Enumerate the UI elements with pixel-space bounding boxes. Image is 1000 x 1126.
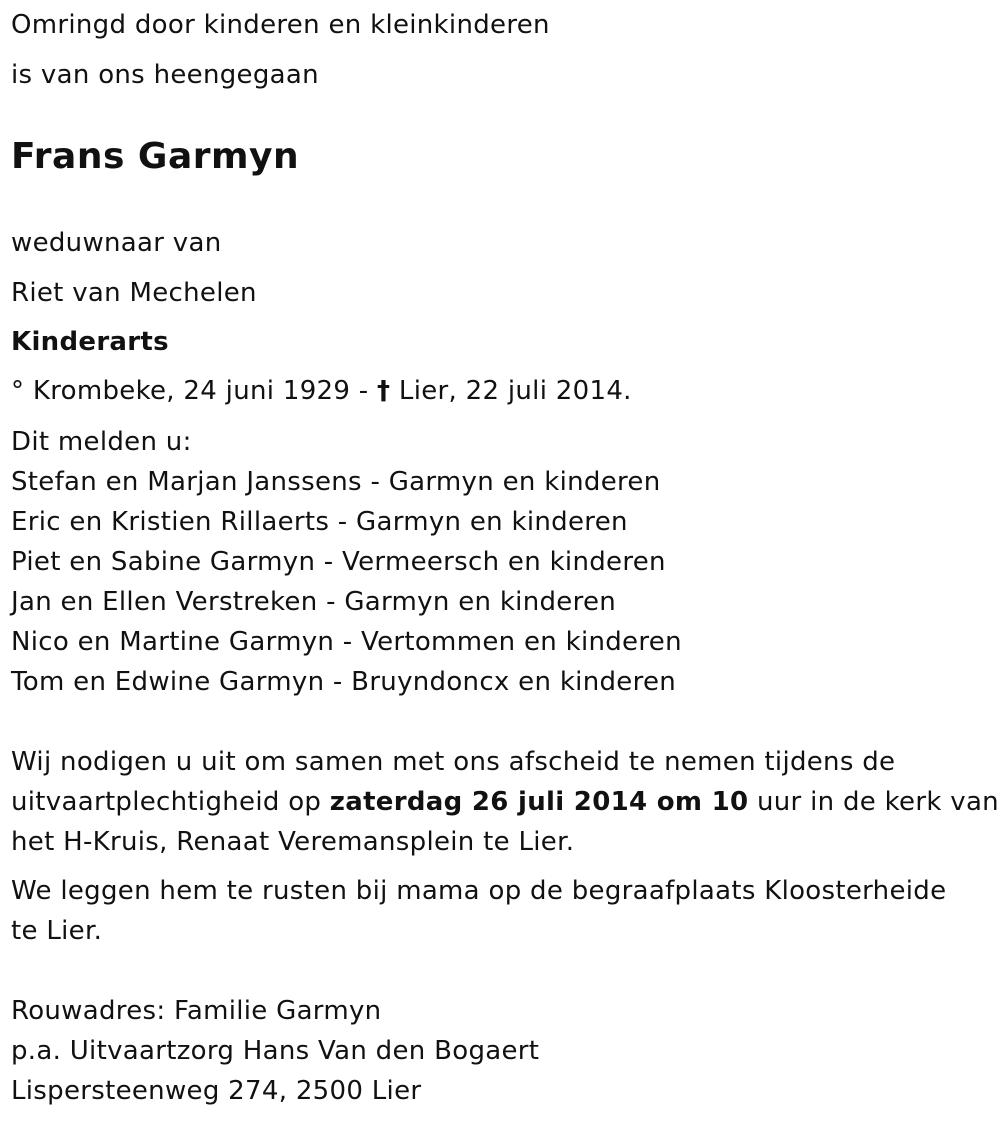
- intro-line-2: is van ons heengegaan: [11, 60, 319, 90]
- intro-line-1: Omringd door kinderen en kleinkinderen: [11, 10, 550, 40]
- cross-icon: †: [377, 376, 391, 406]
- family-line: Eric en Kristien Rillaerts - Garmyn en kinderen: [11, 507, 628, 537]
- address-line-2: p.a. Uitvaartzorg Hans Van den Bogaert: [11, 1036, 540, 1066]
- birth-marker: °: [11, 376, 25, 406]
- death-info: Lier, 22 juli 2014.: [390, 376, 632, 406]
- family-line: Nico en Martine Garmyn - Vertommen en kinderen: [11, 627, 682, 657]
- family-line: Jan en Ellen Verstreken - Garmyn en kinderen: [11, 587, 617, 617]
- birth-death-line: [11, 376, 632, 406]
- ceremony-line-2: [11, 787, 999, 817]
- burial-line-1: We leggen hem te rusten bij mama op de begraafplaats Kloosterheide: [11, 876, 947, 906]
- family-line: Piet en Sabine Garmyn - Vermeersch en kinderen: [11, 547, 666, 577]
- ceremony-date: zaterdag 26 juli 2014 om 10: [329, 787, 749, 817]
- announcers-heading: Dit melden u:: [11, 427, 192, 457]
- deceased-name: Frans Garmyn: [11, 136, 300, 177]
- ceremony-line-3: het H-Kruis, Renaat Veremansplein te Lier.: [11, 827, 575, 857]
- family-line: Tom en Edwine Garmyn - Bruyndoncx en kinderen: [11, 667, 677, 697]
- burial-line-2: te Lier.: [11, 916, 103, 946]
- ceremony-post: uur in de kerk van: [748, 787, 999, 817]
- birth-info: Krombeke, 24 juni 1929 -: [24, 376, 378, 406]
- address-line-1: Rouwadres: Familie Garmyn: [11, 996, 382, 1026]
- profession: Kinderarts: [11, 327, 169, 357]
- spouse-name: Riet van Mechelen: [11, 278, 257, 308]
- ceremony-pre: uitvaartplechtigheid op: [11, 787, 330, 817]
- address-line-3: Lispersteenweg 274, 2500 Lier: [11, 1076, 422, 1106]
- family-line: Stefan en Marjan Janssens - Garmyn en kinderen: [11, 467, 661, 497]
- relation-text: weduwnaar van: [11, 228, 222, 258]
- ceremony-line-1: Wij nodigen u uit om samen met ons afscheid te nemen tijdens de: [11, 747, 896, 777]
